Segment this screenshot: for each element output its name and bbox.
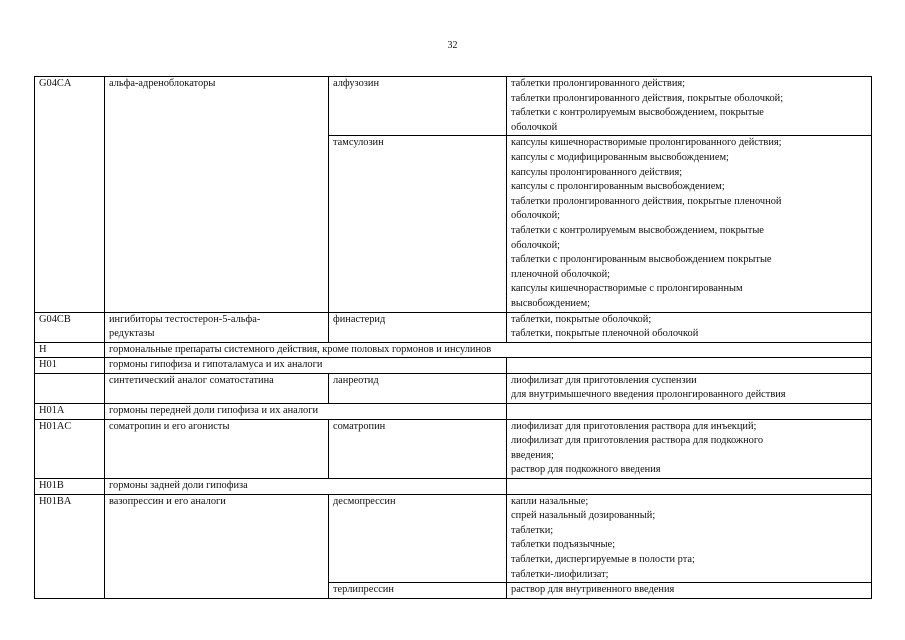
drug-table <box>34 76 872 599</box>
table-row <box>35 419 872 478</box>
forms-cell: таблетки, покрытые оболочкой; таблетки, покрытые пленочной оболочкой <box>507 312 872 342</box>
empty-cell <box>507 404 872 420</box>
forms-cell: таблетки пролонгированного действия; таблетки пролонгированного действия, покрытые оболочкой; таблетки с контролируемым высвобождением, покрытые оболочкой <box>507 77 872 136</box>
empty-cell <box>507 358 872 374</box>
atc-code-cell: H01BA <box>35 494 105 598</box>
forms-cell: капсулы кишечнорастворимые пролонгированного действия; капсулы с модифицированным высвобождением; капсулы пролонгированного действия; капсулы с пролонгированным высвобождением; таблетки пролонгированного действия, покрытые пленочной оболочкой; таблетки с контролируемым высвобождением, покрытые оболочкой; таблетки с пролонгированным высвобождением покрытые пленочной оболочкой; капсулы кишечнорастворимые с пролонгированным высвобождением; <box>507 136 872 312</box>
table-row <box>35 342 872 358</box>
drug-cell: финастерид <box>329 312 507 342</box>
table-row <box>35 358 872 374</box>
section-title-cell: гормональные препараты системного действия, кроме половых гормонов и инсулинов <box>105 342 872 358</box>
section-title-cell: гормоны гипофиза и гипоталамуса и их аналоги <box>105 358 507 374</box>
group-cell: синтетический аналог соматостатина <box>105 373 329 403</box>
atc-code-cell: H01A <box>35 404 105 420</box>
group-cell: альфа-адреноблокаторы <box>105 77 329 313</box>
table-row <box>35 404 872 420</box>
drug-cell: ланреотид <box>329 373 507 403</box>
drug-cell: тамсулозин <box>329 136 507 312</box>
group-cell: ингибиторы тестостерон-5-альфа- редуктазы <box>105 312 329 342</box>
atc-code-cell <box>35 373 105 403</box>
atc-code-cell: H01B <box>35 479 105 495</box>
group-cell: соматропин и его агонисты <box>105 419 329 478</box>
section-title-cell: гормоны передней доли гипофиза и их аналоги <box>105 404 507 420</box>
atc-code-cell: G04CB <box>35 312 105 342</box>
table-row <box>35 312 872 342</box>
drug-cell: десмопрессин <box>329 494 507 583</box>
drug-cell: соматропин <box>329 419 507 478</box>
forms-cell: раствор для внутривенного введения <box>507 583 872 599</box>
atc-code-cell: G04CA <box>35 77 105 313</box>
forms-cell: капли назальные; спрей назальный дозированный; таблетки; таблетки подъязычные; таблетки, диспергируемые в полости рта; таблетки-лиофилизат; <box>507 494 872 583</box>
drug-cell: алфузозин <box>329 77 507 136</box>
atc-code-cell: H <box>35 342 105 358</box>
page-number: 32 <box>447 40 458 51</box>
drug-cell: терлипрессин <box>329 583 507 599</box>
group-cell: вазопрессин и его аналоги <box>105 494 329 598</box>
forms-cell: лиофилизат для приготовления суспензии для внутримышечного введения пролонгированного действия <box>507 373 872 403</box>
forms-cell: лиофилизат для приготовления раствора для инъекций; лиофилизат для приготовления раствора для подкожного введения; раствор для подкожного введения <box>507 419 872 478</box>
table-row <box>35 479 872 495</box>
table-row <box>35 77 872 136</box>
section-title-cell: гормоны задней доли гипофиза <box>105 479 507 495</box>
atc-code-cell: H01AC <box>35 419 105 478</box>
atc-code-cell: H01 <box>35 358 105 374</box>
table-row <box>35 373 872 403</box>
empty-cell <box>507 479 872 495</box>
table-row <box>35 494 872 583</box>
